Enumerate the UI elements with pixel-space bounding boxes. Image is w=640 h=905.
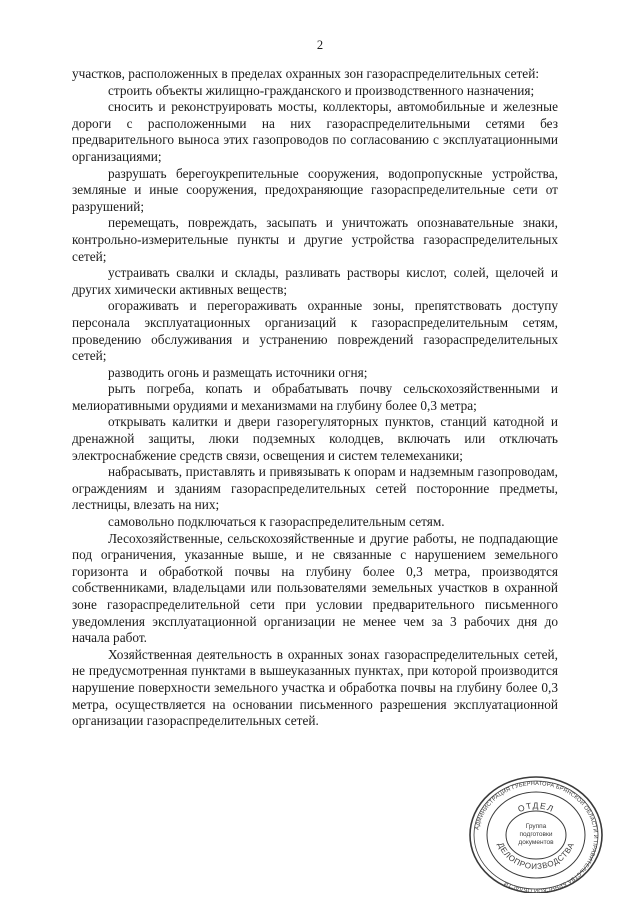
stamp-outer-ring-text: АДМИНИСТРАЦИЯ ГУБЕРНАТОРА БРЯНСКОЙ ОБЛАСТИ И ПРАВИТЕЛЬСТВА БРЯНСКОЙ ОБЛАСТИ xyxy=(474,780,599,893)
svg-text:ОТДЕЛ xyxy=(516,800,555,814)
paragraph: устраивать свалки и склады, разливать растворы кислот, солей, щелочей и других химически активных веществ; xyxy=(72,265,558,297)
paragraph: открывать калитки и двери газорегуляторных пунктов, станций катодной и дренажной защиты, люки подземных колодцев, включать или отключать электроснабжение средств связи, освещения и систем телемеханики; xyxy=(72,414,558,463)
paragraph: набрасывать, приставлять и привязывать к опорам и надземным газопроводам, ограждениям и зданиям газораспределительных сетей посторонние предметы, лестницы, влезать на них; xyxy=(72,464,558,513)
stamp-center-line-3: документов xyxy=(518,839,554,846)
paragraph: участков, расположенных в пределах охранных зон газораспределительных сетей: xyxy=(72,66,540,81)
document-body xyxy=(72,66,558,730)
paragraph: самовольно подключаться к газораспределительным сетям. xyxy=(108,514,445,530)
paragraph: Лесохозяйственные, сельскохозяйственные и другие работы, не подпадающие под ограничения, указанные выше, и не связанные с нарушением земельного горизонта и обработкой почвы на глубину более 0,3 метра, производятся собственниками, владельцами или пользователями земельных участков в охранной зоне газораспределительной сети при условии предварительного письменного уведомления эксплуатационной организации не менее чем за 3 рабочих дня до начала работ. xyxy=(72,530,558,646)
paragraph: разводить огонь и размещать источники огня; xyxy=(108,364,368,380)
stamp-center-line-2: подготовки xyxy=(519,831,553,838)
official-stamp xyxy=(468,773,604,893)
paragraph: разрушать берегоукрепительные сооружения, водопропускные устройства, земляные и иные сооружения, предохраняющие газораспределительные сети от разрушений; xyxy=(72,165,558,214)
paragraph: Хозяйственная деятельность в охранных зонах газораспределительных сетей, не предусмотренная пунктами в вышеуказанных пунктах, при которой производится нарушение поверхности земельного участка и обработка почвы на глубину более 0,3 метра, осуществляется на основании письменного разрешения эксплуатационной организации газораспределительных сетей. xyxy=(72,646,558,729)
paragraph: огораживать и перегораживать охранные зоны, препятствовать доступу персонала эксплуатационных организаций к газораспределительным сетям, проведению обслуживания и устранению повреждений газораспределительных сетей; xyxy=(72,298,558,364)
stamp-bottom-word: ДЕЛОПРОИЗВОДСТВА xyxy=(495,841,577,872)
paragraph: сносить и реконструировать мосты, коллекторы, автомобильные и железные дороги с расположенными на них газораспределительными сетями без предварительного выноса этих газопроводов по согласованию с эксплуатационными организациями; xyxy=(72,99,558,164)
stamp-center-line-1: Группа xyxy=(525,823,547,830)
paragraph: перемещать, повреждать, засыпать и уничтожать опознавательные знаки, контрольно-измерительные пункты и другие устройства газораспределительных сетей; xyxy=(72,215,558,264)
page-number: 2 xyxy=(316,38,324,52)
paragraph: рыть погреба, копать и обрабатывать почву сельскохозяйственными и мелиоративными орудиями и механизмами на глубину более 0,3 метра; xyxy=(72,381,558,413)
paragraph: строить объекты жилищно-гражданского и производственного назначения; xyxy=(108,82,535,98)
stamp-top-word: ОТДЕЛ xyxy=(516,800,556,815)
